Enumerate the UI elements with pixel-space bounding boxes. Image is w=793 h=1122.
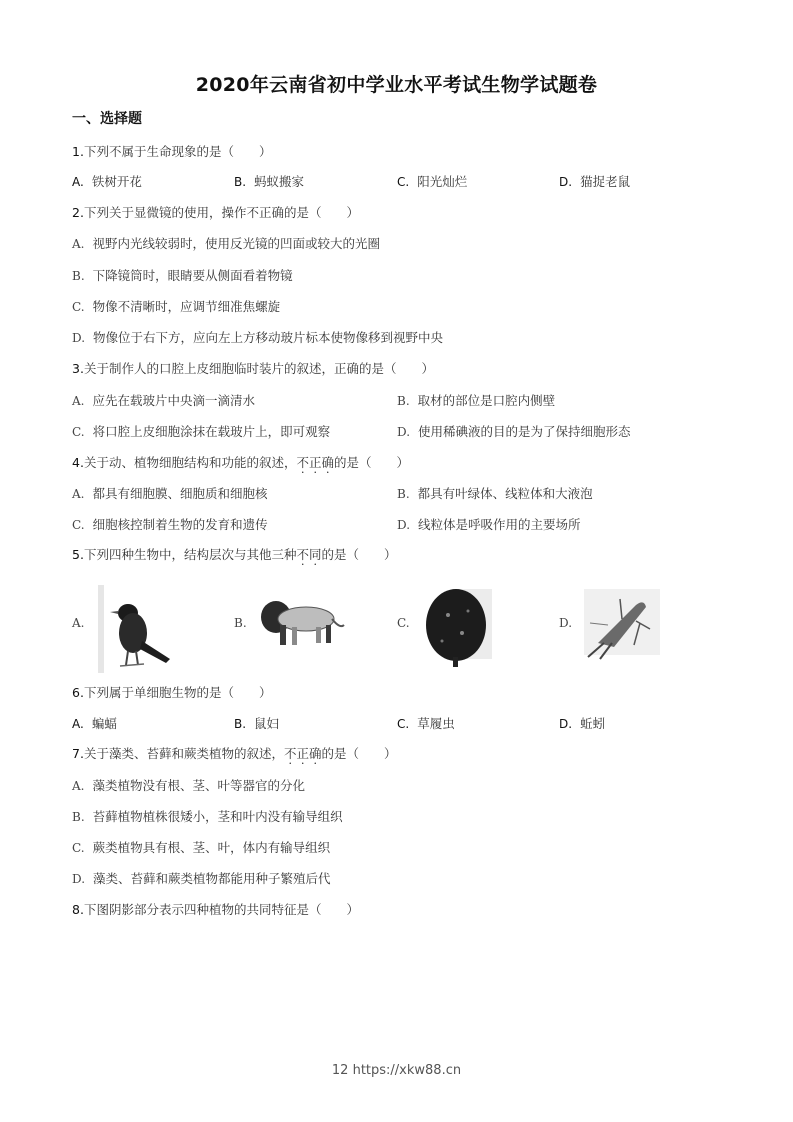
emphasis-char: 正 [296,746,309,761]
tree-image [418,585,498,670]
q7-option-c: C. 蕨类植物具有根、茎、叶，体内有输导组织 [72,840,331,855]
question-2 [72,203,359,221]
q7-option-b: B. 苔藓植物植株很矮小，茎和叶内没有输导组织 [72,809,343,824]
page-footer [0,1063,793,1078]
q4-option-a: A. 都具有细胞膜、细胞质和细胞核 [72,486,268,501]
q7-option-a: A. 藻类植物没有根、茎、叶等器官的分化 [72,778,305,793]
q5-option-d-label: D. [559,616,573,630]
footer-url[interactable]: https://xkw88.cn [352,1063,462,1078]
q1-option-c: C. 阳光灿烂 [397,174,468,189]
q5-option-c-label: C. [397,616,410,630]
document-title: 2020年云南省初中学业水平考试生物学试题卷 [195,74,598,96]
question-number: 4. [72,455,84,470]
page-number: 12 [331,1063,349,1078]
question-number: 8. [72,902,84,917]
question-3 [72,359,434,377]
question-stem: 关于制作人的口腔上皮细胞临时装片的叙述，正确的是（ ） [83,361,434,376]
q7-option-d: D. 藻类、苔藓和蕨类植物都能用种子繁殖后代 [72,871,331,886]
question-number: 5. [72,547,84,562]
q2-option-c: C. 物像不清晰时，应调节细准焦螺旋 [72,299,281,314]
q2-option-d: D. 物像位于右下方，应向左上方移动玻片标本使物像移到视野中央 [72,330,444,345]
q3-option-d: D. 使用稀碘液的目的是为了保持细胞形态 [397,424,631,439]
question-1 [72,142,271,160]
q3-option-a: A. 应先在载玻片中央滴一滴清水 [72,393,255,408]
q6-option-c: C. 草履虫 [397,716,455,731]
emphasis-char: 不 [296,455,309,470]
q6-option-a: A. 蝙蝠 [72,716,117,731]
question-5: 5.下列四种生物中，结构层次与其他三种不同的是（ ） [72,547,397,562]
emphasis-char: 正 [308,455,322,470]
q6-option-b: B. 鼠妇 [234,716,280,731]
q4-option-c: C. 细胞核控制着生物的发育和遗传 [72,517,268,532]
question-6 [72,683,271,701]
question-number: 6. [72,685,84,700]
bird-image [98,585,188,673]
q5-option-b-label: B. [234,616,247,630]
question-stem: 下图阴影部分表示四种植物的共同特征是（ ） [83,902,359,917]
question-number: 3. [72,361,84,376]
question-number: 2. [72,205,84,220]
q3-option-c: C. 将口腔上皮细胞涂抹在载玻片上，即可观察 [72,424,331,439]
q5-option-a-label: A. [72,616,85,630]
q1-option-b: B. 蚂蚁搬家 [234,174,305,189]
section-heading: 一、选择题 [72,111,142,127]
q6-option-d: D. 蚯蚓 [559,716,606,731]
emphasis-char: 确 [321,455,334,470]
q2-option-a: A. 视野内光线较弱时，使用反光镜的凹面或较大的光圈 [72,236,380,251]
question-stem: 下列关于显微镜的使用，操作不正确的是（ ） [83,205,359,220]
emphasis-char: 同 [308,547,322,562]
question-7: 7.关于藻类、苔藓和蕨类植物的叙述，不正确的是（ ） [72,746,397,761]
q1-option-d: D. 猫捉老鼠 [559,174,631,189]
question-number: 7. [72,746,84,761]
q4-option-b: B. 都具有叶绿体、线粒体和大液泡 [397,486,593,501]
q1-option-a: A. 铁树开花 [72,174,142,189]
lion-image [258,595,348,655]
q3-option-b: B. 取材的部位是口腔内侧壁 [397,393,556,408]
question-number: 1. [72,144,84,159]
question-4: 4.关于动、植物细胞结构和功能的叙述，不正确的是（ ） [72,455,410,470]
question-stem: 下列不属于生命现象的是（ ） [83,144,272,159]
emphasis-char: 不 [296,547,309,562]
question-8 [72,900,359,918]
grasshopper-image [578,585,668,665]
emphasis-char: 确 [308,746,322,761]
q2-option-b: B. 下降镜筒时，眼睛要从侧面看着物镜 [72,268,293,283]
question-stem: 下列属于单细胞生物的是（ ） [83,685,272,700]
q4-option-d: D. 线粒体是呼吸作用的主要场所 [397,517,581,532]
emphasis-char: 不 [283,746,297,761]
